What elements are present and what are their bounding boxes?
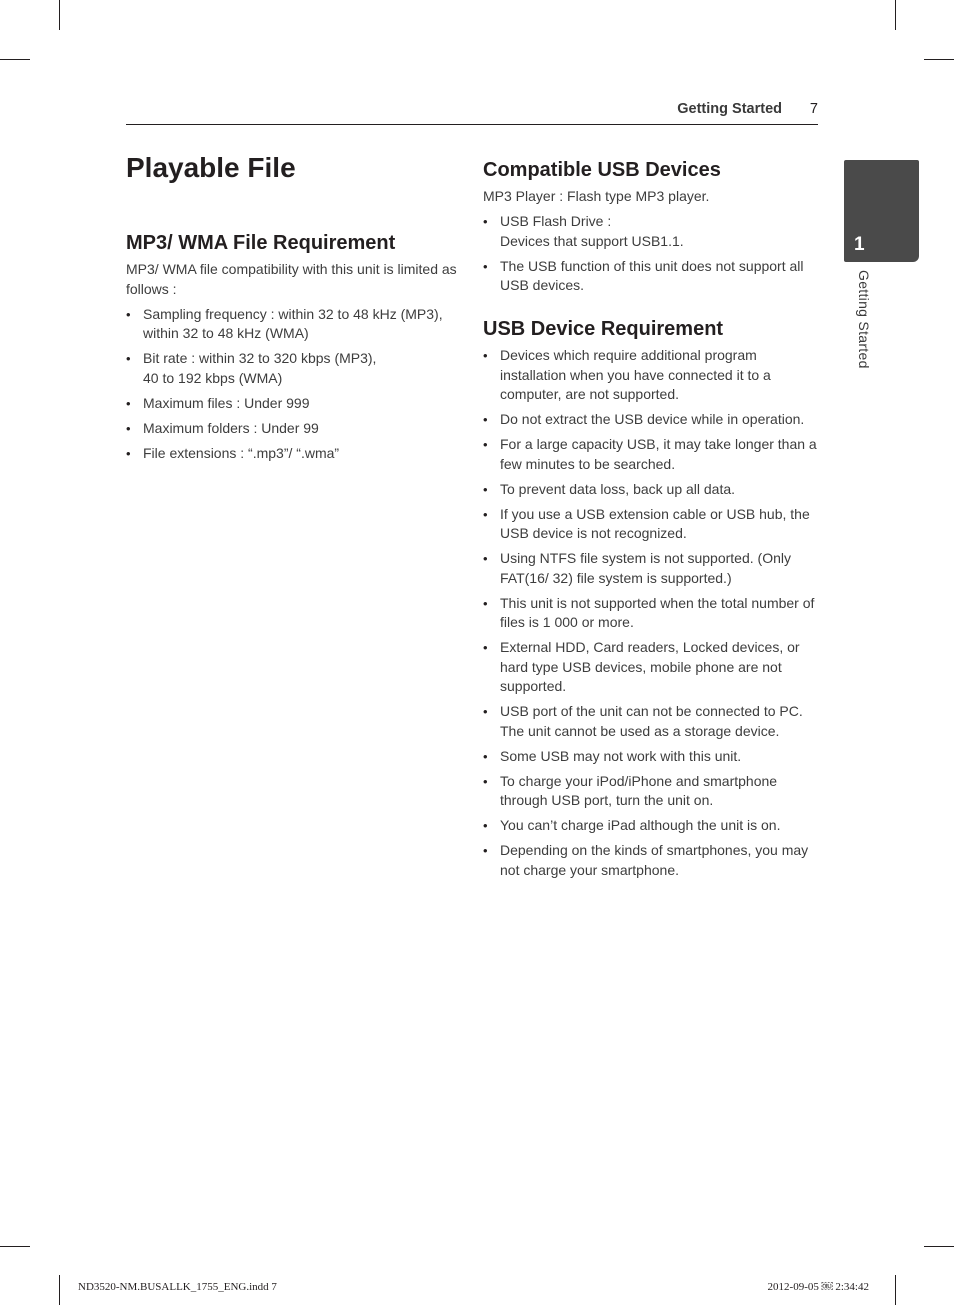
list-item-line: • File extensions : “.mp3”/ “.wma” [143,444,340,461]
compat-list [483,212,819,296]
page-title: Playable File [126,152,296,183]
list-item [126,419,461,439]
crop-mark [895,0,896,30]
crop-mark [924,1246,954,1247]
crop-mark [59,1275,60,1305]
list-item-line: • Maximum folders : Under 99 [143,419,319,436]
list-item: • You can’t charge iPad although the unit is on. [483,816,819,836]
list-item: • This unit is not supported when the total number of files is 1 000 or more. [483,594,819,633]
list-item [483,212,819,251]
list-item-line: • Maximum files : Under 999 [143,394,310,411]
list-item-line: • USB Flash Drive : [500,213,612,229]
left-column [126,150,461,463]
file-slug: ND3520-NM.BUSALLK_1755_ENG.indd 7 [78,1281,277,1293]
list-item: • Devices which require additional program installation when you have connected it to a computer, are not supported. [483,346,819,405]
compat-heading: Compatible USB Devices [483,159,721,181]
list-item-line: Devices that support USB1.1. [500,232,684,249]
crop-mark [924,59,954,60]
list-item: • Using NTFS file system is not supported. (Only FAT(16/ 32) file system is supported.) [483,549,819,588]
req-heading: USB Device Requirement [483,317,724,340]
crop-mark [59,0,60,30]
usb-requirement-list [483,346,819,880]
chapter-label: Getting Started [856,270,872,369]
list-item: • For a large capacity USB, it may take longer than a few minutes to be searched. [483,435,819,474]
chapter-tab [844,160,919,262]
list-item [126,394,461,414]
compat-intro: MP3 Player : Flash type MP3 player. [483,188,710,204]
list-item: • Do not extract the USB device while in operation. [483,410,819,430]
list-item: • To prevent data loss, back up all data. [483,480,819,500]
list-item: • To charge your iPod/iPhone and smartphone through USB port, turn the unit on. [483,772,819,811]
list-item: • If you use a USB extension cable or USB hub, the USB device is not recognized. [483,505,819,544]
right-column [483,157,819,880]
list-item [126,444,461,464]
list-item: • Some USB may not work with this unit. [483,747,819,767]
timestamp: 2012-09-05 ￼ 2:34:42 [767,1281,869,1293]
mp3-heading: MP3/ WMA File Requirement [126,232,396,254]
list-item: • External HDD, Card readers, Locked devices, or hard type USB devices, mobile phone are not supported. [483,638,819,697]
page-number: 7 [809,101,818,117]
list-item-line: • The USB function of this unit does not support all USB devices. [500,257,804,293]
list-item [126,305,461,344]
list-item-line: 40 to 192 kbps (WMA) [143,369,283,386]
list-item [126,349,461,388]
list-item-line: • Bit rate : within 32 to 320 kbps (MP3), [143,350,377,366]
list-item-line: • Sampling frequency : within 32 to 48 kHz (MP3), within 32 to 48 kHz (WMA) [143,305,443,341]
section-title: Getting Started [677,101,782,117]
running-header [126,101,818,125]
list-item [483,257,819,296]
crop-mark [895,1275,896,1305]
mp3-intro: MP3/ WMA file compatibility with this unit is limited as follows : [126,261,457,297]
mp3-requirement-list [126,305,461,464]
list-item: • Depending on the kinds of smartphones, you may not charge your smartphone. [483,841,819,880]
list-item: • USB port of the unit can not be connected to PC. The unit cannot be used as a storage device. [483,702,819,741]
crop-mark [0,59,30,60]
crop-mark [0,1246,30,1247]
chapter-number: 1 [854,234,865,255]
